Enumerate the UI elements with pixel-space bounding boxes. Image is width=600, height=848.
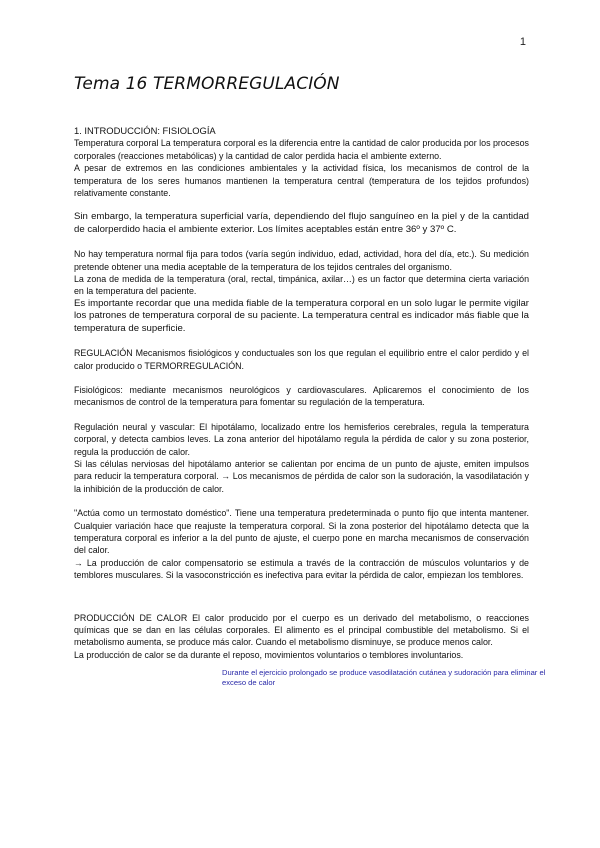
paragraph-produccion-calor: PRODUCCIÓN DE CALOR El calor producido por el cuerpo es un derivado del metabolismo, o reacciones químicas que se dan en las células corporales. El alimento es el principal combustible del metabolismo. Si el metabolismo aumenta, se produce más calor. Cuando el metabolismo disminuye, se produce menos calor.: [74, 612, 529, 648]
paragraph-zona-medida: La zona de medida de la temperatura (oral, rectal, timpánica, axilar…) es un factor que determina cierta variación en la temperatura del paciente.: [74, 274, 529, 297]
section-heading: 1. INTRODUCCIÓN: FISIOLOGÍA: [74, 125, 216, 136]
document-body: [74, 125, 529, 661]
paragraph-termostato: "Actúa como un termostato doméstico". Tiene una temperatura predeterminada o punto fijo que intenta mantener. Cualquier variación hace que reajuste la temperatura corporal. Si la zona posterior del hipotálamo detecta que la temperatura corporal es inferior a la del punto de ajuste, el cuerpo pone en marcha mecanismos de conservación del calor.: [74, 508, 529, 556]
paragraph-regulacion: REGULACIÓN Mecanismos fisiológicos y conductuales son los que regulan el equilibrio entre el calor perdido y el calor producido o TERMORREGULACIÓN.: [74, 348, 529, 371]
paragraph-temperatura-superficial: Sin embargo, la temperatura superficial varía, dependiendo del flujo sanguíneo en la piel y de la cantidad de calorperdido hacia el ambiente exterior. Los límites aceptables están entre 36º y 37º C.: [74, 211, 529, 235]
paragraph-medida-fiable: Es importante recordar que una medida fiable de la temperatura corporal en un solo lugar le permite vigilar los patrones de temperatura corporal de su paciente. La temperatura central es indicador más fiable que la temperatura de superficie.: [74, 297, 529, 334]
paragraph-celulas-nerviosas: Si las células nerviosas del hipotálamo anterior se calientan por encima de un punto de ajuste, emiten impulsos para reducir la temperatura corporal. → Los mecanismos de pérdida de calor son la sudoración, la vasodilatación y la inhibición de la producción de calor.: [74, 458, 529, 494]
paragraph-produccion-compensatoria: → La producción de calor compensatorio se estimula a través de la contracción de músculos voluntarios y de temblores musculares. Si la vasoconstricción es inefectiva para evitar la pérdida de calor, empiezan los temblores.: [74, 557, 529, 581]
paragraph-temperatura-normal: No hay temperatura normal fija para todos (varía según individuo, edad, actividad, hora del día, etc.). Su medición pretende obtener una media aceptable de la temperatura de los tejidos centrales del organismo.: [74, 249, 529, 272]
paragraph-regulacion-neural: Regulación neural y vascular: El hipotálamo, localizado entre los hemisferios cerebrales, regula la temperatura corporal, y detecta cambios leves. La zona anterior del hipotálamo regula la pérdida de calor y su zona posterior, regula la producción de calor.: [74, 421, 529, 457]
paragraph-fisiologicos: Fisiológicos: mediante mecanismos neurológicos y cardiovasculares. Aplicaremos el conocimiento de los mecanismos de control de la temperatura para fomentar su regulación de la temperatura.: [74, 384, 529, 408]
paragraph-extremos: A pesar de extremos en las condiciones ambientales y la actividad física, los mecanismos de control de la temperatura de los seres humanos mantienen la temperatura central (temperatura de los tejidos profundos) relativamente constante.: [74, 163, 529, 199]
page-number: 1: [519, 36, 526, 48]
margin-annotation: Durante el ejercicio prolongado se produce vasodilatación cutánea y sudoración para eliminar el exceso de calor: [222, 668, 546, 687]
paragraph-reposo: La producción de calor se da durante el reposo, movimientos voluntarios o temblores involuntarios.: [74, 649, 464, 660]
document-title: Tema 16 TERMORREGULACIÓN: [74, 74, 340, 94]
paragraph-temperatura-corporal: Temperatura corporal La temperatura corporal es la diferencia entre la cantidad de calor producida por los procesos corporales (reacciones metabólicas) y la cantidad de calor perdida hacia el ambiente externo.: [74, 138, 529, 161]
